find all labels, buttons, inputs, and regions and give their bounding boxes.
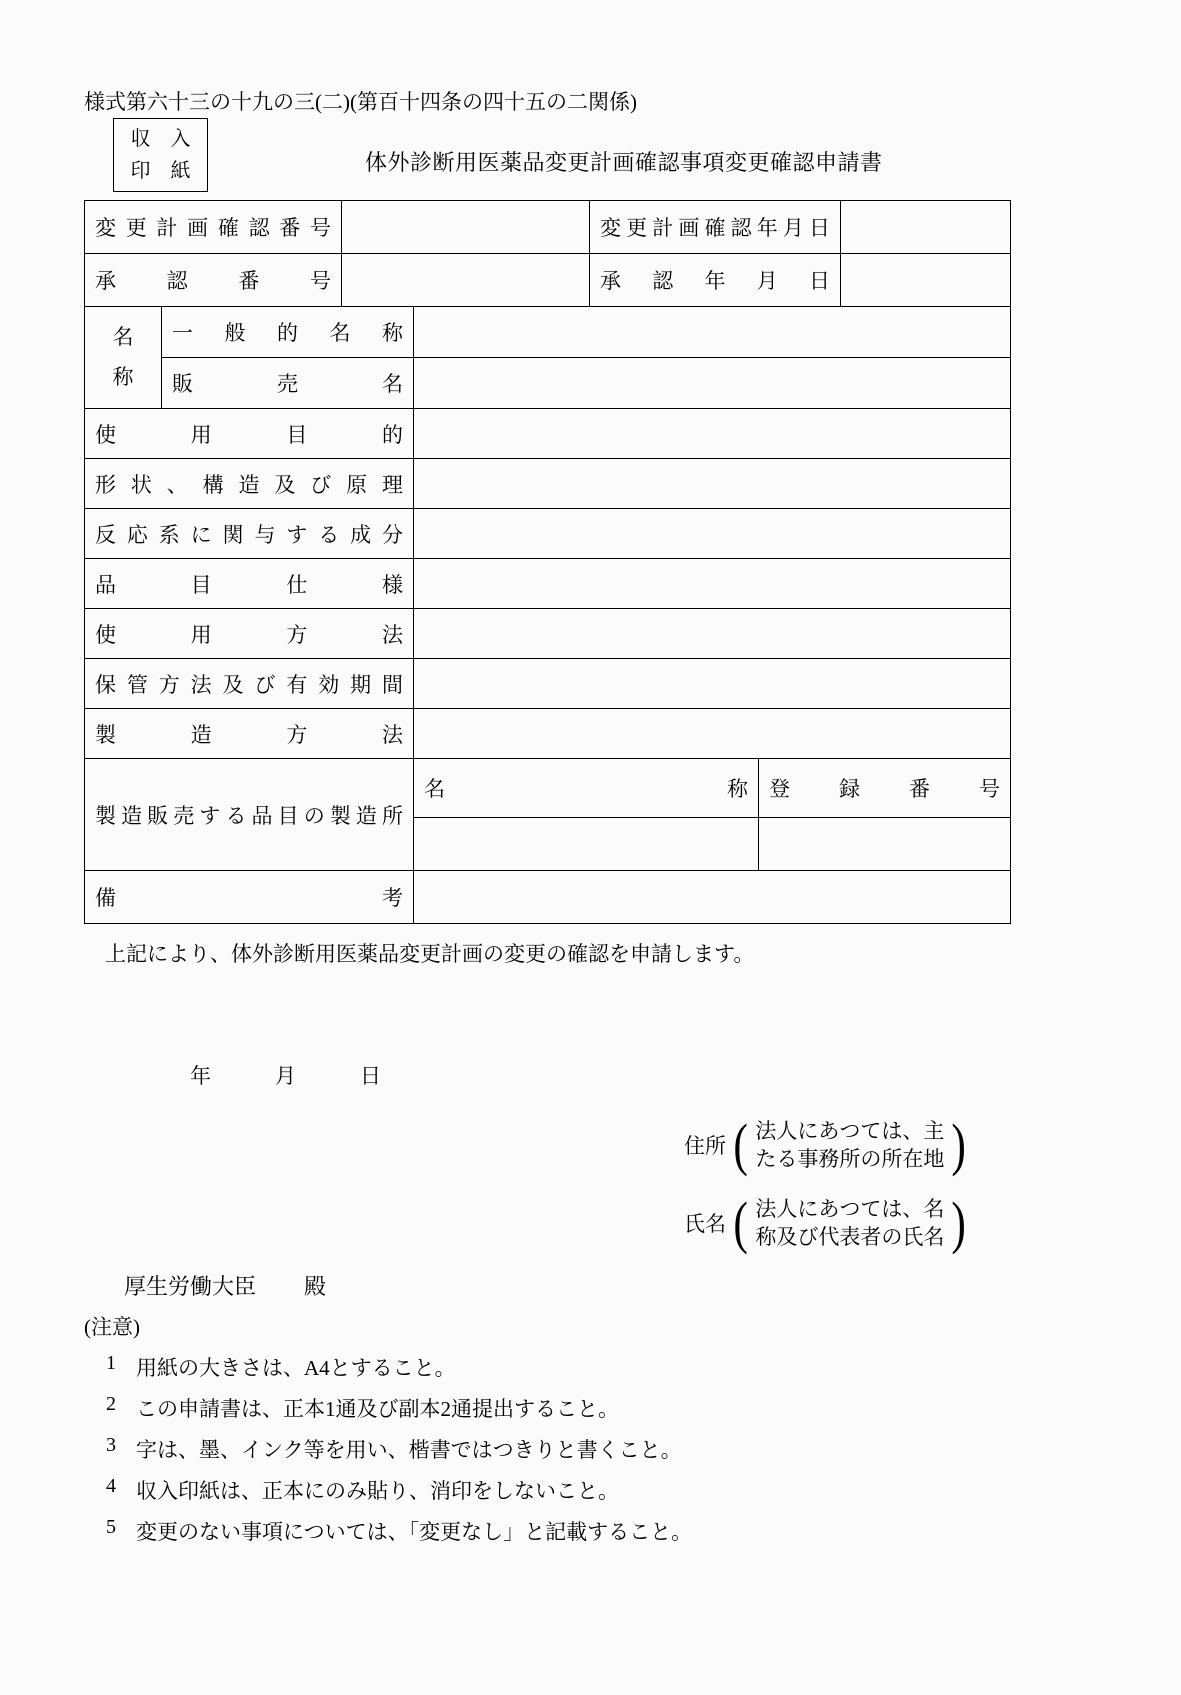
confirmation-number-label: 変更計画確認番号 bbox=[85, 201, 342, 254]
applicant-name-note-line1: 法人にあつては、名 bbox=[755, 1196, 945, 1221]
approval-date-value-cell bbox=[841, 254, 1011, 307]
confirmation-date-value-cell bbox=[841, 201, 1011, 254]
year-label: 年 bbox=[190, 1064, 211, 1088]
brand-name-label: 販売名 bbox=[162, 358, 414, 409]
left-paren: ( bbox=[733, 1189, 748, 1255]
manufacturing-method-value-cell bbox=[414, 709, 1011, 759]
form-header bbox=[84, 116, 1101, 200]
storage-validity-label: 保管方法及び有効期間 bbox=[85, 659, 414, 709]
month-label: 月 bbox=[275, 1064, 296, 1088]
note-number: 4 bbox=[106, 1475, 116, 1497]
remarks-value-cell bbox=[414, 871, 1011, 924]
manufacturing-method-label: 製造方法 bbox=[85, 709, 414, 759]
usage-method-value-cell bbox=[414, 609, 1011, 659]
approval-date-label: 承認年月日 bbox=[590, 254, 841, 307]
address-note-line1: 法人にあつては、主 bbox=[755, 1118, 945, 1143]
remarks-label: 備考 bbox=[85, 871, 414, 924]
name-group-label: 名称 bbox=[85, 307, 162, 409]
note-text: 字は、墨、インク等を用い、楷書ではつきりと書くこと。 bbox=[136, 1438, 682, 1462]
right-paren: ) bbox=[951, 1111, 967, 1177]
intended-use-value-cell bbox=[414, 409, 1011, 459]
note-item bbox=[106, 1516, 1101, 1546]
shape-structure-label: 形状、構造及び原理 bbox=[85, 459, 414, 509]
reaction-components-value-cell bbox=[414, 509, 1011, 559]
site-name-header: 名称 bbox=[414, 759, 759, 818]
date-line bbox=[190, 1060, 381, 1090]
signature-block bbox=[684, 1111, 1101, 1255]
approval-number-value-cell bbox=[342, 254, 590, 307]
site-registration-number-header: 登録番号 bbox=[759, 759, 1011, 818]
note-text: 用紙の大きさは、A4とすること。 bbox=[136, 1356, 456, 1380]
left-paren: ( bbox=[733, 1111, 748, 1177]
note-item bbox=[106, 1352, 1101, 1382]
note-item bbox=[106, 1434, 1101, 1464]
revenue-stamp-box bbox=[113, 118, 208, 192]
form-number: 様式第六十三の十九の三(二)(第百十四条の四十五の二関係) bbox=[84, 90, 637, 114]
note-number: 1 bbox=[106, 1352, 116, 1374]
site-registration-number-value-cell bbox=[759, 818, 1011, 871]
form-title: 体外診断用医薬品変更計画確認事項変更確認申請書 bbox=[365, 150, 883, 175]
address-row bbox=[684, 1111, 1101, 1177]
storage-validity-value-cell bbox=[414, 659, 1011, 709]
note-text: この申請書は、正本1通及び副本2通提出すること。 bbox=[136, 1397, 619, 1421]
note-number: 3 bbox=[106, 1434, 116, 1456]
confirmation-date-label: 変更計画確認年月日 bbox=[590, 201, 841, 254]
note-text: 収入印紙は、正本にのみ貼り、消印をしないこと。 bbox=[136, 1479, 619, 1503]
note-text: 変更のない事項については、「変更なし」と記載すること。 bbox=[136, 1520, 693, 1544]
brand-name-value-cell bbox=[414, 358, 1011, 409]
declaration-text: 上記により、体外診断用医薬品変更計画の変更の確認を申請します。 bbox=[105, 942, 755, 966]
note-number: 5 bbox=[106, 1516, 116, 1538]
address-note bbox=[755, 1117, 944, 1174]
general-name-value-cell bbox=[414, 307, 1011, 358]
usage-method-label: 使用方法 bbox=[85, 609, 414, 659]
intended-use-label: 使用目的 bbox=[85, 409, 414, 459]
item-specification-value-cell bbox=[414, 559, 1011, 609]
approval-number-label: 承認番号 bbox=[85, 254, 342, 307]
applicant-name-note bbox=[755, 1195, 944, 1252]
general-name-label: 一般的名称 bbox=[162, 307, 414, 358]
honorific-label: 殿 bbox=[304, 1274, 327, 1299]
minister-line bbox=[124, 1270, 326, 1301]
item-specification-label: 品目仕様 bbox=[85, 559, 414, 609]
shape-structure-value-cell bbox=[414, 459, 1011, 509]
note-item bbox=[106, 1475, 1101, 1505]
note-number: 2 bbox=[106, 1393, 116, 1415]
applicant-name-label: 氏名 bbox=[684, 1212, 726, 1236]
revenue-stamp-line2: 印 紙 bbox=[130, 160, 191, 182]
revenue-stamp-line1: 収 入 bbox=[130, 128, 191, 150]
applicant-name-row bbox=[684, 1189, 1101, 1255]
address-label: 住所 bbox=[684, 1134, 726, 1158]
notes-title: (注意) bbox=[84, 1315, 140, 1339]
address-note-line2: たる事務所の所在地 bbox=[755, 1147, 945, 1171]
note-item bbox=[106, 1393, 1101, 1423]
notes-section bbox=[84, 1311, 1101, 1546]
minister-title: 厚生労働大臣 bbox=[124, 1274, 257, 1299]
applicant-name-note-line2: 称及び代表者の氏名 bbox=[755, 1225, 945, 1249]
right-paren: ) bbox=[951, 1189, 967, 1255]
confirmation-number-value-cell bbox=[342, 201, 590, 254]
manufacturing-site-label: 製造販売する品目の製造所 bbox=[85, 759, 414, 871]
application-table bbox=[84, 200, 1011, 924]
site-name-value-cell bbox=[414, 818, 759, 871]
day-label: 日 bbox=[360, 1064, 381, 1088]
reaction-components-label: 反応系に関与する成分 bbox=[85, 509, 414, 559]
